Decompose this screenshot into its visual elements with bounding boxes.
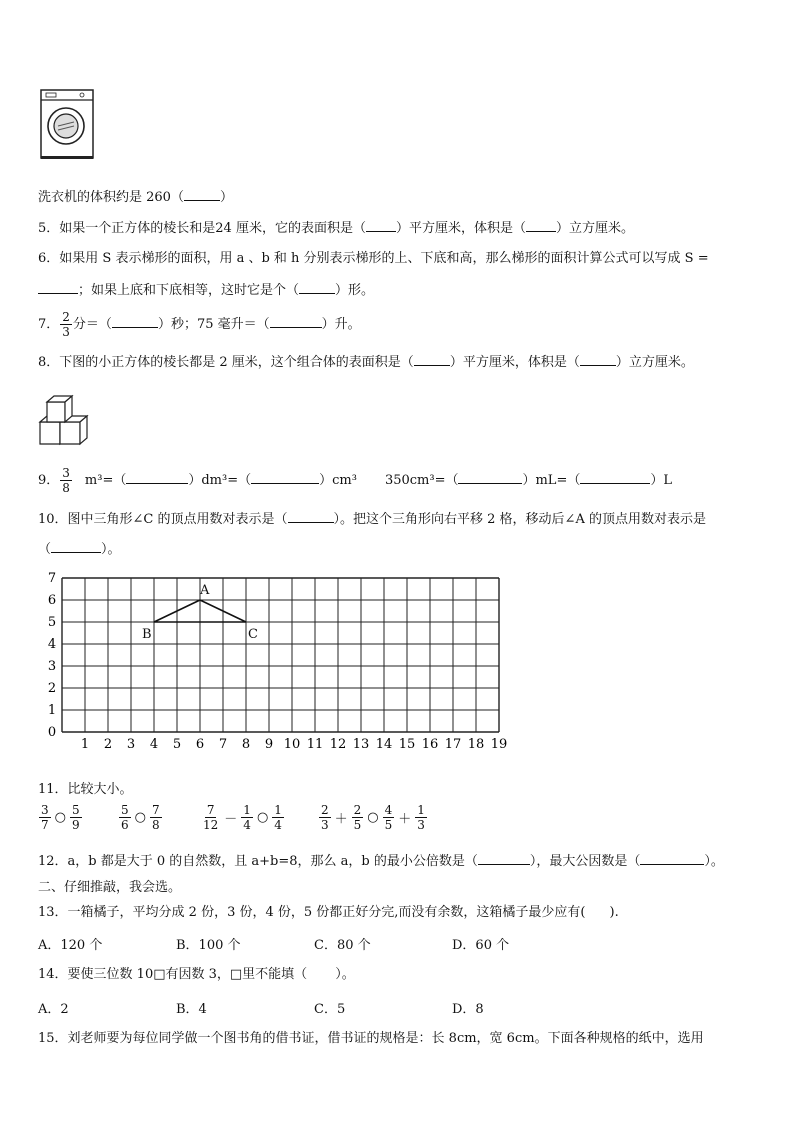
answer-blank[interactable]	[640, 852, 704, 865]
x-tick-label: 9	[264, 737, 274, 752]
q6-line1: 6．如果用 S 表示梯形的面积，用 a 、b 和 h 分别表示梯形的上、下底和高，那么梯形的面积计算公式可以写成 S =	[38, 251, 709, 266]
compare-item-3	[200, 803, 285, 832]
answer-blank[interactable]	[51, 540, 101, 553]
answer-blank[interactable]	[580, 471, 650, 484]
x-tick-label: 12	[329, 737, 347, 752]
coordinate-grid	[38, 568, 508, 752]
answer-blank[interactable]	[112, 315, 158, 328]
y-tick-label: 3	[47, 659, 57, 674]
answer-blank[interactable]	[478, 852, 530, 865]
q15-text: 15．刘老师要为每位同学做一个图书角的借书证，借书证的规格是：长 8cm，宽 6cm。下面各种规格的纸中，选用	[38, 1031, 704, 1046]
answer-blank[interactable]	[366, 219, 396, 232]
compare-circle[interactable]: ○	[256, 810, 269, 825]
y-tick-label: 2	[47, 681, 57, 696]
y-tick-label: 5	[47, 615, 57, 630]
cubes-figure	[38, 392, 98, 452]
x-tick-label: 4	[149, 737, 159, 752]
x-tick-label: 10	[283, 737, 301, 752]
section-heading: 二、仔细推敲，我会选。	[38, 880, 182, 895]
x-tick-label: 11	[306, 737, 324, 752]
x-tick-label: 19	[490, 737, 508, 752]
answer-blank[interactable]	[526, 219, 556, 232]
operator: －	[224, 812, 238, 827]
y-tick-label: 6	[47, 593, 57, 608]
q9-text: 9． $\frac{3}{8}$ m³=（ ）dm³=（ ）cm³ 350cm³=（ ）mL=（ ）L	[38, 466, 672, 495]
fraction: $\frac{7}{8}$	[151, 803, 160, 832]
q11-title: 11．比较大小。	[38, 782, 133, 797]
answer-blank[interactable]	[38, 281, 78, 294]
x-tick-label: 8	[241, 737, 251, 752]
x-tick-label: 17	[444, 737, 462, 752]
fraction: $\frac{1}{3}$	[417, 803, 425, 832]
q14-option-c[interactable]: C．5	[314, 1002, 346, 1017]
x-tick-label: 15	[398, 737, 416, 752]
fraction: $\frac{2}{5}$	[353, 803, 362, 832]
y-tick-label: 7	[47, 571, 57, 586]
y-tick-label: 4	[47, 637, 57, 652]
compare-circle[interactable]: ○	[54, 810, 66, 825]
x-tick-label: 1	[80, 737, 90, 752]
q14-option-a[interactable]: A．2	[38, 1002, 69, 1017]
q13-option-d[interactable]: D．60 个	[452, 938, 510, 953]
x-tick-label: 7	[218, 737, 228, 752]
fraction: $\frac{3}{8}$	[62, 466, 70, 495]
operator: ＋	[398, 812, 412, 827]
answer-blank[interactable]	[580, 353, 616, 366]
answer-blank[interactable]	[270, 315, 322, 328]
x-tick-label: 3	[126, 737, 136, 752]
fraction: $\frac{5}{6}$	[121, 803, 129, 832]
x-tick-label: 5	[172, 737, 182, 752]
answer-blank[interactable]	[126, 471, 188, 484]
fraction: $\frac{2}{3}$	[321, 803, 329, 832]
x-tick-label: 2	[103, 737, 113, 752]
answer-blank[interactable]	[458, 471, 522, 484]
operator: ＋	[334, 812, 348, 827]
compare-circle[interactable]: ○	[134, 810, 146, 825]
answer-blank[interactable]	[414, 353, 450, 366]
vertex-label-b: B	[142, 627, 152, 642]
x-tick-label: 13	[352, 737, 370, 752]
q6-line2: ；如果上底和下底相等，这时它是个（ ）形。	[38, 281, 374, 300]
answer-blank[interactable]	[299, 281, 335, 294]
compare-item-2	[118, 803, 163, 832]
x-tick-label: 14	[375, 737, 393, 752]
x-tick-label: 18	[467, 737, 485, 752]
fraction: $\frac{5}{9}$	[71, 803, 80, 832]
answer-blank[interactable]	[288, 510, 334, 523]
answer-blank[interactable]	[251, 471, 319, 484]
washing-machine-image	[38, 86, 96, 166]
q14-option-d[interactable]: D．8	[452, 1002, 484, 1017]
q5-text: 5．如果一个正方体的棱长和是24 厘米，它的表面积是（ ）平方厘米，体积是（ ）立方厘米。	[38, 221, 634, 236]
vertex-label-c: C	[248, 627, 258, 642]
q4-text: 洗衣机的体积约是 260（ ）	[38, 190, 233, 205]
compare-item-1	[38, 803, 83, 832]
x-tick-label: 16	[421, 737, 439, 752]
y-tick-label: 1	[47, 703, 57, 718]
fraction: $\frac{1}{4}$	[274, 803, 282, 832]
answer-blank[interactable]	[184, 188, 220, 201]
q10-line1: 10．图中三角形∠C 的顶点用数对表示是（ ）。把这个三角形向右平移 2 格，移动后∠A 的顶点用数对表示是	[38, 512, 706, 527]
q10-line2: （ ）。	[38, 542, 121, 557]
q13-text: 13．一箱橘子，平均分成 2 份，3 份，4 份，5 份都正好分完,而没有余数，这箱橘子最少应有( ).	[38, 905, 619, 920]
x-tick-label: 6	[195, 737, 205, 752]
fraction: $\frac{1}{4}$	[243, 803, 251, 832]
fraction: $\frac{4}{5}$	[384, 803, 393, 832]
q7-text: 7． $\frac{2}{3}$ 分＝（ ）秒；75 毫升＝（ ）升。	[38, 310, 361, 339]
fraction: $\frac{3}{7}$	[41, 803, 49, 832]
fraction: $\frac{7}{12}$	[203, 803, 219, 832]
q14-option-b[interactable]: B．4	[176, 1002, 207, 1017]
q8-text: 8．下图的小正方体的棱长都是 2 厘米，这个组合体的表面积是（ ）平方厘米，体积是（ ）立方厘米。	[38, 355, 694, 370]
q14-text: 14．要使三位数 10□有因数 3，□里不能填（ ）。	[38, 967, 355, 982]
compare-circle[interactable]: ○	[367, 810, 379, 825]
y-tick-label: 0	[47, 725, 57, 740]
q13-option-c[interactable]: C．80 个	[314, 938, 371, 953]
vertex-label-a: A	[200, 583, 210, 598]
q12-text: 12．a，b 都是大于 0 的自然数，且 a+b=8，那么 a，b 的最小公倍数是（ ），最大公因数是（ ）。	[38, 854, 724, 869]
compare-item-4	[318, 803, 428, 832]
fraction: $\frac{2}{3}$	[62, 310, 70, 339]
q13-option-b[interactable]: B．100 个	[176, 938, 241, 953]
q13-option-a[interactable]: A．120 个	[38, 938, 103, 953]
